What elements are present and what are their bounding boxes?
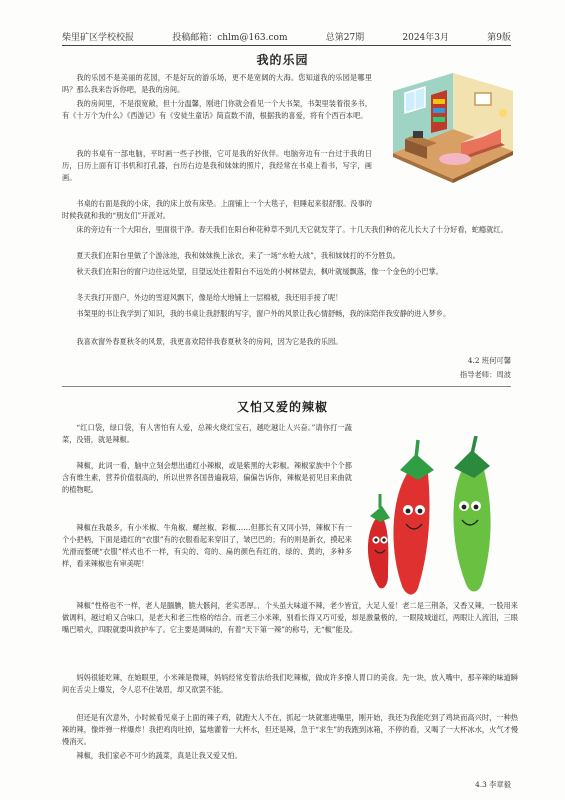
bedroom-illustration bbox=[383, 73, 521, 185]
chili-peppers-illustration bbox=[354, 436, 526, 606]
article1-title: 我的乐园 bbox=[256, 53, 309, 67]
contribution-email: 投稿邮箱：chlm@163.com bbox=[172, 33, 288, 43]
article1-paragraph-7: 秋天我们在阳台的窗户边往远处望，目望远处往着阳台不远处的小树林望去，枫叶就缓飘落，像一个金色的小巴掌。 bbox=[76, 267, 443, 276]
article1-paragraph-2: 我的房间里，不是很宽敞，但十分温馨，刚进门你就会看见一个大书架，书架里装着很多书，有《十万个为什么》《西游记》有《安徒生童话》简直数不清，根据我的喜爱，将有个西百本吧。 bbox=[62, 99, 372, 121]
article1-paragraph-9: 书架里的书让我学到了知识，我的书桌让我舒服的写字，窗户外的风景让我心情舒畅，我的床陪伴我安静的进入梦乡。 bbox=[76, 309, 451, 318]
article1-paragraph-10: 我喜欢窗外春夏秋冬的风景，我更喜欢陪伴我春夏秋冬的房间，因为它是我的乐园。 bbox=[76, 337, 343, 346]
article2-paragraph-2: 辣椒，此词一看，脑中立刻会想出通红小辣椒，或是紫黑的大彩椒。辣椒家族中个个都含有维生素，营养价值很高的，所以世界各国普遍栽培，偏偏告诉你，辣椒是初见目来曲就的植物呢。 bbox=[62, 461, 352, 495]
article2-paragraph-3: 辣椒在我最多，有小米椒、牛角椒、螺丝椒、彩椒……但都长有又同小异，辣椒下有一个小把柄，下面是通红的“衣服”有的衣服看起来穿旧了，皱巴巴的；有的则是新衣，摸起来光滑而整硬“衣服”样式也不一样，有尖的、弯的、扁的颜色有红的、绿的、黄的，多种多样，看来辣椒也有审美呢！ bbox=[62, 523, 352, 569]
page-header bbox=[62, 29, 511, 46]
article2-title: 又怕又爱的辣椒 bbox=[236, 400, 328, 414]
article1-paragraph-4: 书桌的右面是我的小床，我的床上放有床垫。上面铺上一个大毯子，但睡起来很舒服。没事的时候我就和我的“朋友们”开派对。 bbox=[62, 199, 372, 221]
page-number: 第9版 bbox=[487, 33, 511, 43]
article1-class: 4.2 班何可馨 bbox=[467, 356, 511, 365]
article2-paragraph-5: 妈妈很能吃辣，在她眼里，小米辣是微辣，妈妈经常变着法给我们吃辣椒，做成许多撩人胃口的美食。先一块，放入嘴中，那辛辣的味道瞬间在舌尖上爆发，令人忍不住皱眉，却又欲罢不能。 bbox=[62, 673, 518, 695]
article1-paragraph-8: 冬天我打开窗户，外边的雪迎风飘下，像是给大地铺上一层棉被，我还用手接了呢！ bbox=[76, 293, 343, 302]
article2-author: 4.3 李章毅 bbox=[475, 780, 511, 789]
article1-paragraph-3: 我的书桌有一部电脑，平时画一些子抄报，它可是我的好伙伴。电脑旁边有一台过于我的日历，日历上面有订书机和打孔器，台历右边是我和妹妹的照片，我经常在书桌上看书，写字，画画。 bbox=[62, 149, 372, 183]
article2-paragraph-1: “红口袋，绿口袋，有人害怕有人爱，总辣火烧红宝石，越吃越让人兴奋。”请你打一蔬菜，没错，就是辣椒。 bbox=[62, 423, 352, 445]
article2-paragraph-7: 辣椒，我们家必不可少的蔬菜，真是让我又爱又怕。 bbox=[76, 751, 242, 760]
article1-paragraph-6: 夏天我们在阳台里做了个游泳池，我和妹妹换上泳衣，来了一场“水枪大战”，我和妹妹打的不分胜负。 bbox=[76, 251, 400, 260]
article2-paragraph-6: 但还是有次意外，小时候看见桌子上面的辣子鸡，就跑大人不在，抓起一块就塞进嘴里，刚开始，我还为我能吃到了鸡块而高兴时，一种热辣的辣，像炸弹一样爆炸！我把鸡肉吐掉，猛地灌着一大杯水，但还是辣，急于“求生”的我跑到冰箱，不停的看，又喝了一大杯冰水，火气才慢慢消灭。 bbox=[62, 713, 518, 747]
article1-teacher: 指导老师：周波 bbox=[459, 370, 511, 379]
article2-paragraph-4: 辣椒”性格也不一样，老人是腼腆，脆大骸间，老实恶厚。．个头虽大味道不辣，老少皆宜，大足人爱！老二是三荆条，又香又辣，一股用来做调料，越过咱又合味口，是老大和老三性格的结合。而老三小米辣，别看长得又巧可爱，却是激量极的，一眼陵城道红，两眼让人流泪，三眼嘴巴喷火，四眼就要叫救护车了。它主要是调味的，有着“天下第一辣”的称号，无“椒”能及。 bbox=[62, 601, 518, 635]
school-name: 柴里矿区学校校报 bbox=[62, 33, 135, 43]
section-divider bbox=[62, 386, 511, 387]
article1-paragraph-1: 我的乐园不是美丽的花园，不是好玩的游乐场，更不是宽阔的大海。您知道我的乐园是哪里吗？那么我来告诉你吧，是我的房间。 bbox=[62, 73, 372, 95]
issue-number: 总第27期 bbox=[325, 33, 365, 43]
article1-paragraph-5: 床的旁边有一个大阳台，里面很干净。春天我们在阳台种花种草不到几天它就发芽了。十几天我们种的花儿长大了十分好看，蛇瘾就红。 bbox=[76, 225, 508, 234]
issue-date: 2024年3月 bbox=[402, 33, 450, 43]
